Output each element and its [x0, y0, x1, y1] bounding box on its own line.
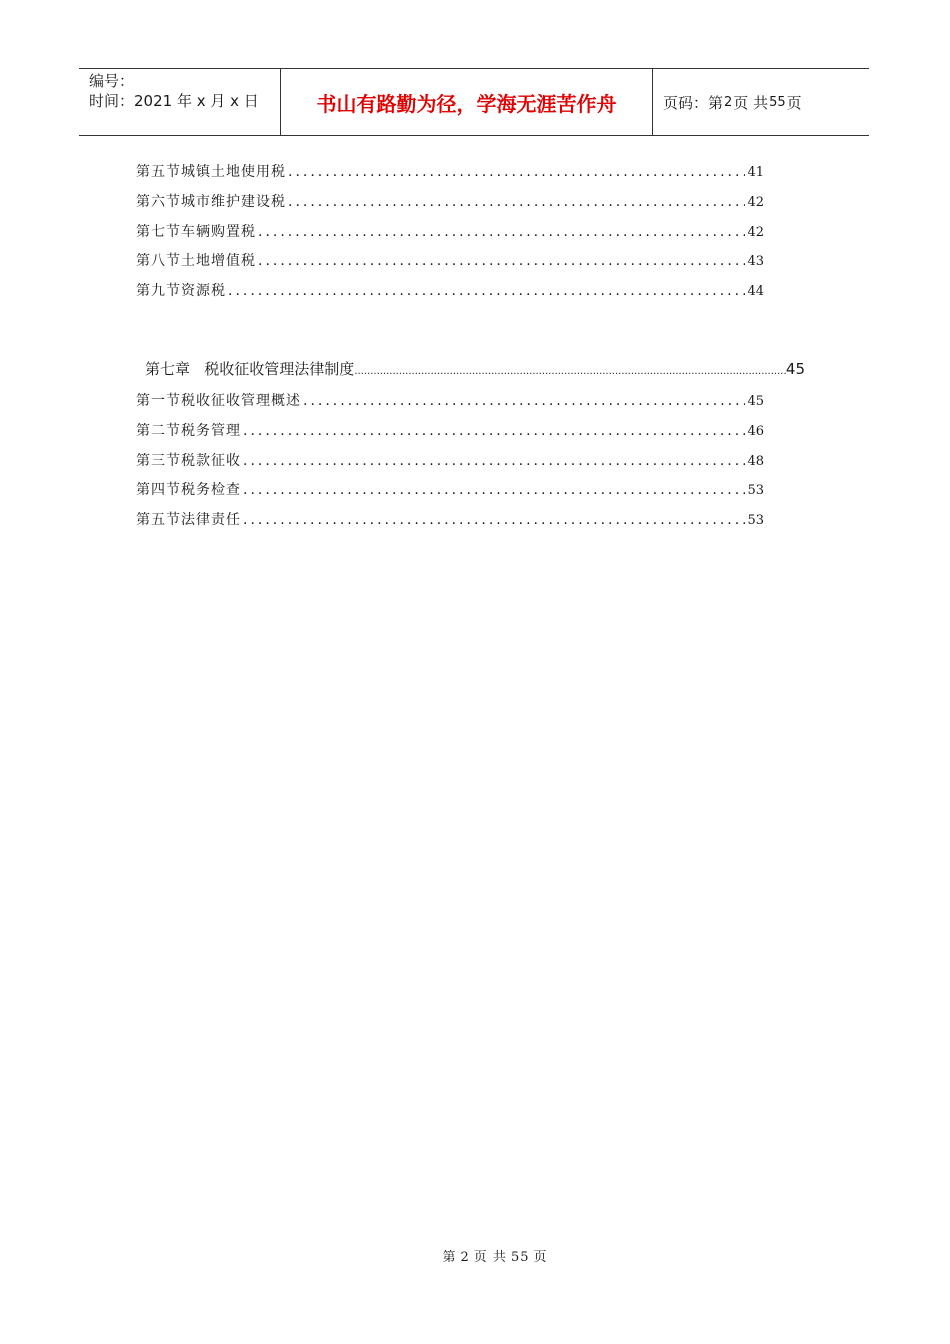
page-footer — [0, 1246, 950, 1265]
header-page-prefix: 页码：第 — [663, 93, 724, 112]
toc-entry-title: 第四节税务检查 — [136, 482, 241, 498]
toc-leader-dots — [243, 453, 745, 469]
page-header — [79, 68, 869, 136]
toc-entry-page: 41 — [747, 165, 764, 180]
toc-leader-dots — [243, 512, 745, 528]
toc-leader-dots — [228, 283, 745, 299]
toc-entry-page: 48 — [747, 454, 764, 469]
toc-entry[interactable] — [136, 161, 764, 183]
toc-leader-dots — [303, 393, 745, 409]
toc-leader-dots — [258, 224, 745, 240]
toc-entry[interactable] — [136, 221, 764, 243]
toc-leader-dots — [354, 366, 786, 377]
toc-entry-title: 第九节资源税 — [136, 283, 226, 299]
toc-chapter-page: 45 — [785, 360, 805, 378]
toc-entry[interactable] — [136, 509, 764, 531]
header-page-middle: 页 共 — [733, 93, 769, 112]
toc-entry[interactable] — [136, 390, 764, 412]
toc-entry-title: 第五节城镇土地使用税 — [136, 164, 286, 180]
toc-entry-title: 第六节城市维护建设税 — [136, 194, 286, 210]
toc-entry[interactable] — [136, 420, 764, 442]
doc-time-label: 时间：2021 年 x 月 x 日 — [89, 92, 259, 110]
toc-leader-dots — [288, 194, 745, 210]
toc-entry-page: 45 — [747, 394, 764, 409]
toc-entry[interactable] — [136, 450, 764, 472]
toc-entry-page: 46 — [747, 424, 764, 439]
toc-entry-title: 第一节税收征收管理概述 — [136, 393, 301, 409]
toc-entry-page: 53 — [747, 513, 764, 528]
toc-entry[interactable] — [136, 250, 764, 272]
footer-page-current: 2 — [460, 1250, 470, 1265]
toc-entry-title: 第三节税款征收 — [136, 453, 241, 469]
toc-entry[interactable] — [136, 191, 764, 213]
toc-leader-dots — [258, 253, 745, 269]
header-page-suffix: 页 — [786, 93, 802, 112]
toc-chapter-title: 第七章 税收征收管理法律制度 — [145, 360, 355, 378]
toc-leader-dots — [243, 423, 745, 439]
toc-entry-page: 53 — [747, 483, 764, 498]
header-motto: 书山有路勤为径，学海无涯苦作舟 — [281, 69, 653, 135]
header-page-total: 55 — [769, 94, 786, 110]
footer-page-total: 55 — [510, 1250, 530, 1265]
footer-middle: 页 共 — [473, 1250, 507, 1265]
header-meta — [79, 69, 281, 135]
toc-entry-page: 44 — [747, 284, 764, 299]
doc-code-label: 编号： — [89, 72, 135, 90]
toc-chapter-entry[interactable] — [145, 358, 805, 382]
toc-entry-title: 第七节车辆购置税 — [136, 224, 256, 240]
footer-suffix: 页 — [533, 1250, 548, 1265]
toc-entry-page: 42 — [747, 195, 764, 210]
toc-entry[interactable] — [136, 479, 764, 501]
header-page-number — [653, 69, 869, 135]
footer-prefix: 第 — [442, 1250, 457, 1265]
toc-entry-page: 43 — [747, 254, 764, 269]
toc-entry-page: 42 — [747, 225, 764, 240]
toc-entry-title: 第二节税务管理 — [136, 423, 241, 439]
toc-entry-title: 第五节法律责任 — [136, 512, 241, 528]
toc-leader-dots — [288, 164, 745, 180]
toc-leader-dots — [243, 482, 745, 498]
header-page-current: 2 — [724, 94, 733, 110]
toc-entry[interactable] — [136, 280, 764, 302]
toc-entry-title: 第八节土地增值税 — [136, 253, 256, 269]
